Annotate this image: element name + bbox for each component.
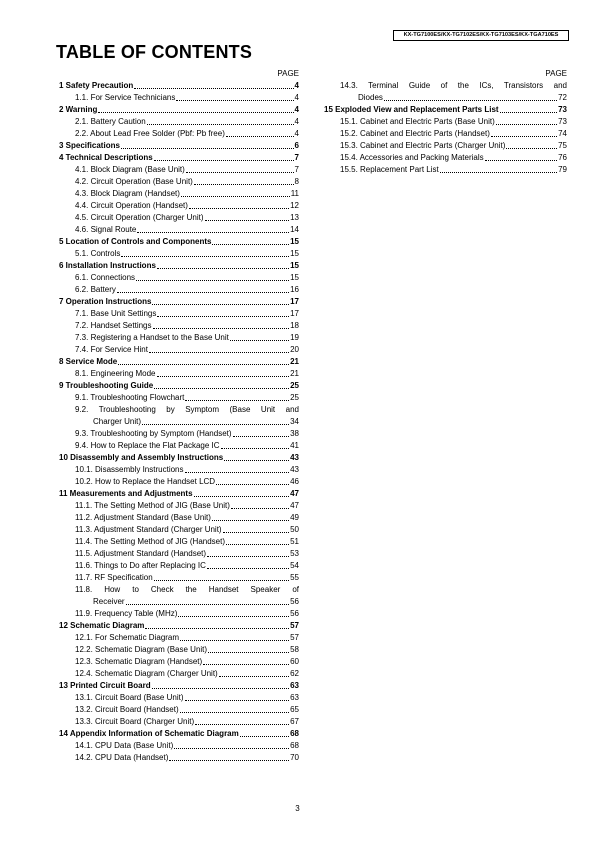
toc-entry-title: 1.1. For Service Technicians — [75, 93, 176, 102]
dot-leader — [174, 748, 289, 749]
toc-entry-title: 15 Exploded View and Replacement Parts List — [324, 105, 499, 114]
toc-section[interactable] — [56, 380, 299, 392]
toc-entry-title: 4.6. Signal Route — [75, 225, 137, 234]
toc-entry-page: 18 — [290, 321, 299, 330]
toc-entry-page: 43 — [290, 465, 299, 474]
dot-leader — [157, 376, 290, 377]
toc-entry[interactable] — [56, 344, 299, 356]
toc-entry-page: 12 — [290, 201, 299, 210]
toc-entry[interactable] — [56, 164, 299, 176]
toc-entry-title: 12.1. For Schematic Diagram — [75, 633, 180, 642]
dot-leader — [157, 316, 289, 317]
toc-column-left — [56, 68, 299, 764]
toc-entry[interactable] — [56, 368, 299, 380]
toc-entry-title: 6.1. Connections — [75, 273, 136, 282]
toc-entry[interactable] — [56, 500, 299, 512]
toc-entry-page: 51 — [290, 537, 299, 546]
toc-entry-title: 12.4. Schematic Diagram (Charger Unit) — [75, 669, 218, 678]
toc-entry[interactable] — [56, 476, 299, 488]
dot-leader — [189, 208, 289, 209]
toc-entry-page: 4 — [294, 93, 299, 102]
toc-entry[interactable] — [321, 128, 567, 140]
toc-entry-page: 6 — [294, 141, 299, 150]
dot-leader — [207, 568, 289, 569]
toc-entry[interactable] — [56, 704, 299, 716]
toc-entry-title: 2 Warning — [59, 105, 98, 114]
toc-entry-page: 20 — [290, 345, 299, 354]
toc-entry-title: 9.4. How to Replace the Flat Package IC — [75, 441, 220, 450]
dot-leader — [154, 160, 294, 161]
toc-entry-page: 79 — [558, 165, 567, 174]
toc-entry-page: 60 — [290, 657, 299, 666]
toc-entry[interactable] — [56, 464, 299, 476]
dot-leader — [121, 256, 289, 257]
toc-entry-title: 1 Safety Precaution — [59, 81, 134, 90]
toc-entry-page: 25 — [290, 393, 299, 402]
toc-entry-title: 9.2. Troubleshooting by Symptom (Base Unit and — [75, 405, 299, 414]
toc-entry[interactable] — [56, 224, 299, 236]
dot-leader — [98, 112, 293, 113]
toc-entry-title: 8 Service Mode — [59, 357, 118, 366]
toc-entry-title: 2.2. About Lead Free Solder (Pbf: Pb free) — [75, 129, 225, 138]
toc-entry-title: 3 Specifications — [59, 141, 120, 150]
dot-leader — [126, 604, 290, 605]
toc-entry-page: 72 — [558, 93, 567, 102]
toc-entry-title: 13.2. Circuit Board (Handset) — [75, 705, 179, 714]
toc-entry[interactable] — [56, 248, 299, 260]
toc-entry-title: 5 Location of Controls and Components — [59, 237, 212, 246]
dot-leader — [169, 760, 289, 761]
dot-leader — [212, 244, 289, 245]
dot-leader — [223, 532, 290, 533]
toc-entry-page: 15 — [290, 261, 299, 270]
toc-entry[interactable] — [56, 584, 299, 608]
toc-entry-page: 19 — [290, 333, 299, 342]
dot-leader — [147, 124, 294, 125]
toc-entry-title: 15.5. Replacement Part List — [340, 165, 439, 174]
toc-entry-page: 49 — [290, 513, 299, 522]
toc-entry[interactable] — [321, 116, 567, 128]
toc-entry-title: 7.2. Handset Settings — [75, 321, 152, 330]
toc-entry-page: 67 — [290, 717, 299, 726]
toc-entry[interactable] — [56, 608, 299, 620]
toc-entry-title: 15.2. Cabinet and Electric Parts (Handset) — [340, 129, 490, 138]
toc-entry-title: 11.3. Adjustment Standard (Charger Unit) — [75, 525, 222, 534]
toc-entry-title: 10 Disassembly and Assembly Instructions — [59, 453, 224, 462]
toc-section[interactable] — [56, 104, 299, 116]
toc-entry-title: 2.1. Battery Caution — [75, 117, 146, 126]
dot-leader — [180, 640, 289, 641]
toc-entry-continuation — [340, 92, 567, 104]
toc-entry[interactable] — [56, 548, 299, 560]
toc-entry[interactable] — [56, 536, 299, 548]
toc-entry-title: 4.4. Circuit Operation (Handset) — [75, 201, 188, 210]
toc-entry[interactable] — [321, 164, 567, 176]
toc-entry[interactable] — [56, 404, 299, 428]
dot-leader — [153, 328, 290, 329]
dot-leader — [384, 100, 557, 101]
toc-entry-title-continued: Charger Unit) — [93, 417, 142, 426]
toc-entry-title: 13.3. Circuit Board (Charger Unit) — [75, 717, 195, 726]
toc-entry[interactable] — [56, 632, 299, 644]
dot-leader — [154, 580, 289, 581]
toc-entry[interactable] — [56, 440, 299, 452]
toc-entry-page: 68 — [290, 741, 299, 750]
toc-entry-page: 7 — [294, 153, 299, 162]
toc-entry-page: 63 — [290, 681, 299, 690]
dot-leader — [221, 448, 290, 449]
dot-leader — [185, 472, 290, 473]
toc-entry-page: 16 — [290, 285, 299, 294]
toc-entry-page: 53 — [290, 549, 299, 558]
toc-entry[interactable] — [56, 116, 299, 128]
toc-entry-page: 11 — [290, 189, 299, 198]
toc-entry[interactable] — [56, 92, 299, 104]
dot-leader — [149, 352, 289, 353]
toc-entry-title: 8.1. Engineering Mode — [75, 369, 156, 378]
toc-entry[interactable] — [321, 152, 567, 164]
toc-column-right — [321, 68, 567, 176]
toc-entry-title: 15.1. Cabinet and Electric Parts (Base Unit) — [340, 117, 495, 126]
dot-leader — [134, 88, 293, 89]
toc-entry-page: 15 — [290, 273, 299, 282]
toc-entry-page: 38 — [290, 429, 299, 438]
toc-entry-page: 70 — [290, 753, 299, 762]
toc-section[interactable] — [56, 152, 299, 164]
page-column-header: PAGE — [545, 69, 567, 78]
toc-section[interactable] — [56, 140, 299, 152]
dot-leader — [219, 676, 289, 677]
toc-entry-title: 4.3. Block Diagram (Handset) — [75, 189, 180, 198]
toc-entry-title: 6.2. Battery — [75, 285, 116, 294]
toc-entry-title: 11 Measurements and Adjustments — [59, 489, 193, 498]
dot-leader — [180, 712, 289, 713]
toc-entry-page: 73 — [558, 117, 567, 126]
dot-leader — [176, 100, 293, 101]
dot-leader — [181, 196, 290, 197]
dot-leader — [118, 364, 289, 365]
toc-entry-title: 11.9. Frequency Table (MHz) — [75, 609, 178, 618]
dot-leader — [157, 268, 289, 269]
toc-section[interactable] — [321, 104, 567, 116]
dot-leader — [226, 136, 294, 137]
dot-leader — [500, 112, 558, 113]
toc-entry-page: 34 — [290, 417, 299, 426]
toc-entry-page: 58 — [290, 645, 299, 654]
toc-entry-page: 73 — [558, 105, 567, 114]
toc-entry-title: 12 Schematic Diagram — [59, 621, 145, 630]
dot-leader — [496, 124, 557, 125]
toc-entry-title: 14.3. Terminal Guide of the ICs, Transistors and — [340, 81, 567, 90]
toc-entry-page: 55 — [290, 573, 299, 582]
dot-leader — [212, 520, 289, 521]
toc-entry-title: 10.2. How to Replace the Handset LCD — [75, 477, 216, 486]
dot-leader — [142, 424, 289, 425]
toc-entry-title: 7.3. Registering a Handset to the Base Unit — [75, 333, 229, 342]
toc-entry-page: 7 — [294, 165, 299, 174]
toc-list-right — [321, 80, 567, 176]
toc-section[interactable] — [56, 680, 299, 692]
toc-entry-title: 7.1. Base Unit Settings — [75, 309, 157, 318]
toc-entry-title: 11.6. Things to Do after Replacing IC — [75, 561, 206, 570]
toc-entry-page: 56 — [290, 609, 299, 618]
dot-leader — [233, 436, 290, 437]
dot-leader — [154, 388, 289, 389]
page-title: TABLE OF CONTENTS — [56, 42, 253, 62]
toc-entry-page: 46 — [290, 477, 299, 486]
toc-entry-page: 25 — [290, 381, 299, 390]
toc-entry[interactable] — [56, 284, 299, 296]
toc-entry-page: 21 — [290, 357, 299, 366]
toc-entry-title: 9 Troubleshooting Guide — [59, 381, 154, 390]
toc-entry-page: 14 — [290, 225, 299, 234]
toc-entry[interactable] — [56, 320, 299, 332]
toc-entry[interactable] — [56, 560, 299, 572]
toc-entry-title: 11.4. The Setting Method of JIG (Handset) — [75, 537, 226, 546]
toc-entry-title: 4.2. Circuit Operation (Base Unit) — [75, 177, 193, 186]
toc-entry[interactable] — [56, 428, 299, 440]
dot-leader — [491, 136, 557, 137]
toc-entry-title: 14.1. CPU Data (Base Unit) — [75, 741, 174, 750]
toc-entry[interactable] — [56, 752, 299, 764]
toc-entry-title: 6 Installation Instructions — [59, 261, 156, 270]
toc-entry-title: 5.1. Controls — [75, 249, 121, 258]
toc-entry-page: 63 — [290, 693, 299, 702]
dot-leader — [186, 172, 294, 173]
dot-leader — [231, 508, 289, 509]
toc-entry-page: 76 — [558, 153, 567, 162]
toc-entry-title: 12.2. Schematic Diagram (Base Unit) — [75, 645, 208, 654]
dot-leader — [152, 304, 289, 305]
toc-section[interactable] — [56, 620, 299, 632]
toc-entry[interactable] — [56, 308, 299, 320]
toc-entry-page: 74 — [558, 129, 567, 138]
model-header: KX-TG7100ES/KX-TG7102ES/KX-TG7103ES/KX-TGA710ES — [393, 30, 569, 41]
toc-entry-title: 4.5. Circuit Operation (Charger Unit) — [75, 213, 204, 222]
toc-entry[interactable] — [56, 572, 299, 584]
toc-entry[interactable] — [56, 524, 299, 536]
dot-leader — [185, 700, 290, 701]
dot-leader — [216, 484, 289, 485]
dot-leader — [226, 544, 289, 545]
toc-entry[interactable] — [56, 128, 299, 140]
toc-entry[interactable] — [56, 716, 299, 728]
toc-entry-title: 13.1. Circuit Board (Base Unit) — [75, 693, 184, 702]
toc-entry[interactable] — [56, 272, 299, 284]
toc-entry[interactable] — [56, 668, 299, 680]
toc-entry-page: 13 — [290, 213, 299, 222]
toc-entry-title: 12.3. Schematic Diagram (Handset) — [75, 657, 203, 666]
toc-entry-page: 57 — [290, 633, 299, 642]
toc-section[interactable] — [56, 260, 299, 272]
dot-leader — [178, 616, 289, 617]
toc-entry[interactable] — [56, 656, 299, 668]
toc-entry-page: 17 — [290, 309, 299, 318]
toc-entry-page: 47 — [290, 501, 299, 510]
dot-leader — [194, 184, 294, 185]
toc-entry-title: 4.1. Block Diagram (Base Unit) — [75, 165, 185, 174]
dot-leader — [117, 292, 289, 293]
dot-leader — [506, 148, 557, 149]
toc-entry-title: 4 Technical Descriptions — [59, 153, 153, 162]
toc-entry-title-continued: Receiver — [93, 597, 125, 606]
toc-entry-page: 41 — [290, 441, 299, 450]
toc-entry-page: 4 — [294, 129, 299, 138]
page-column-header: PAGE — [277, 69, 299, 78]
toc-entry[interactable] — [56, 512, 299, 524]
toc-section[interactable] — [56, 728, 299, 740]
toc-entry-title: 9.1. Troubleshooting Flowchart — [75, 393, 185, 402]
toc-entry-page: 65 — [290, 705, 299, 714]
toc-entry-title: 11.1. The Setting Method of JIG (Base Unit) — [75, 501, 230, 510]
dot-leader — [207, 556, 289, 557]
dot-leader — [195, 724, 289, 725]
dot-leader — [121, 148, 294, 149]
toc-section[interactable] — [56, 356, 299, 368]
dot-leader — [194, 496, 290, 497]
dot-leader — [240, 736, 289, 737]
toc-entry-page: 56 — [290, 597, 299, 606]
toc-entry-page: 75 — [558, 141, 567, 150]
dot-leader — [145, 628, 289, 629]
toc-entry[interactable] — [56, 212, 299, 224]
dot-leader — [136, 280, 289, 281]
toc-entry[interactable] — [56, 176, 299, 188]
toc-entry-title: 11.8. How to Check the Handset Speaker of — [75, 585, 299, 594]
toc-entry-page: 4 — [294, 105, 299, 114]
toc-entry-title: 15.4. Accessories and Packing Materials — [340, 153, 484, 162]
toc-entry-title: 11.7. RF Specification — [75, 573, 153, 582]
toc-entry[interactable] — [56, 332, 299, 344]
toc-entry-title-continued: Diodes — [358, 93, 383, 102]
toc-section[interactable] — [56, 452, 299, 464]
toc-entry-title: 7 Operation Instructions — [59, 297, 152, 306]
toc-entry-page: 8 — [294, 177, 299, 186]
toc-entry-title: 13 Printed Circuit Board — [59, 681, 151, 690]
dot-leader — [224, 460, 289, 461]
toc-entry-page: 57 — [290, 621, 299, 630]
toc-entry-continuation — [75, 596, 299, 608]
toc-entry[interactable] — [321, 140, 567, 152]
toc-entry-page: 43 — [290, 453, 299, 462]
toc-entry-title: 9.3. Troubleshooting by Symptom (Handset) — [75, 429, 232, 438]
toc-entry[interactable] — [56, 188, 299, 200]
dot-leader — [152, 688, 290, 689]
toc-section[interactable] — [56, 236, 299, 248]
toc-entry-page: 54 — [290, 561, 299, 570]
toc-list-left — [56, 80, 299, 764]
toc-section[interactable] — [56, 296, 299, 308]
toc-entry-continuation — [75, 416, 299, 428]
dot-leader — [205, 220, 290, 221]
toc-entry-page: 62 — [290, 669, 299, 678]
dot-leader — [137, 232, 289, 233]
toc-entry[interactable] — [56, 644, 299, 656]
toc-entry-page: 4 — [294, 81, 299, 90]
toc-entry[interactable] — [56, 692, 299, 704]
dot-leader — [485, 160, 557, 161]
toc-entry[interactable] — [56, 740, 299, 752]
toc-section[interactable] — [56, 488, 299, 500]
page-number: 3 — [295, 804, 300, 813]
toc-entry-page: 21 — [290, 369, 299, 378]
toc-entry-page: 15 — [290, 249, 299, 258]
toc-entry-page: 47 — [290, 489, 299, 498]
toc-entry[interactable] — [56, 200, 299, 212]
toc-entry-page: 68 — [290, 729, 299, 738]
toc-entry-title: 14.2. CPU Data (Handset) — [75, 753, 169, 762]
toc-entry-title: 11.2. Adjustment Standard (Base Unit) — [75, 513, 211, 522]
dot-leader — [208, 652, 289, 653]
toc-entry[interactable] — [321, 80, 567, 104]
toc-entry-title: 7.4. For Service Hint — [75, 345, 148, 354]
toc-entry-title: 14 Appendix Information of Schematic Diagram — [59, 729, 239, 738]
toc-entry-title: 10.1. Disassembly Instructions — [75, 465, 184, 474]
toc-entry-page: 4 — [294, 117, 299, 126]
dot-leader — [440, 172, 557, 173]
toc-entry-page: 17 — [290, 297, 299, 306]
toc-section[interactable] — [56, 80, 299, 92]
toc-entry-page: 15 — [290, 237, 299, 246]
toc-entry-title: 11.5. Adjustment Standard (Handset) — [75, 549, 207, 558]
toc-entry-title: 15.3. Cabinet and Electric Parts (Charger Unit) — [340, 141, 506, 150]
dot-leader — [185, 400, 289, 401]
dot-leader — [230, 340, 289, 341]
toc-entry-page: 50 — [290, 525, 299, 534]
dot-leader — [203, 664, 289, 665]
toc-entry[interactable] — [56, 392, 299, 404]
